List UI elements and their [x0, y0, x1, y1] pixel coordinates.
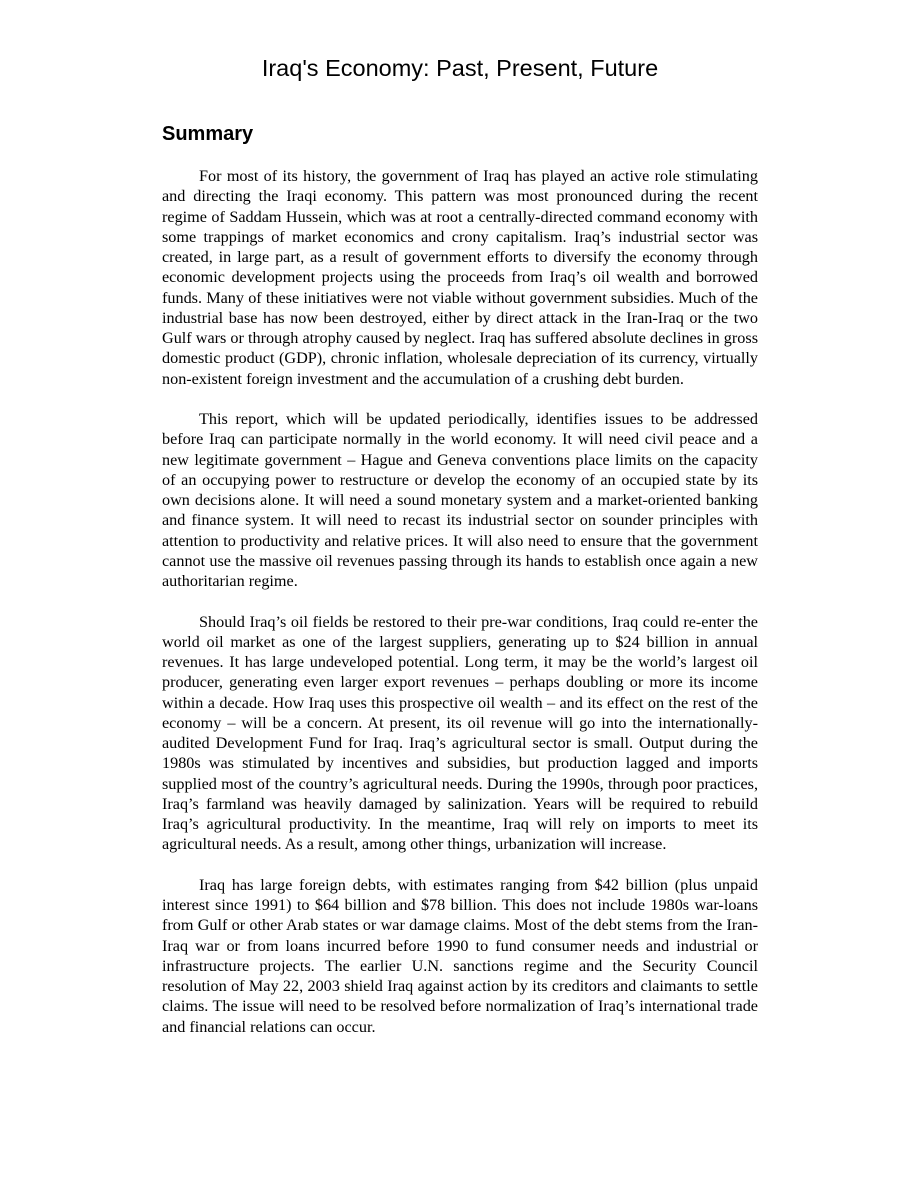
paragraph-foreign-debt: Iraq has large foreign debts, with estimates ranging from $42 billion (plus unpaid interest since 1991) to $64 billion and $78 billion. This does not include 1980s war-loans from Gulf or other Arab states or war damage claims. Most of the debt stems from the Iran-Iraq war or from loans incurred before 1990 to fund consumer needs and industrial or infrastructure projects. The earlier U.N. sanctions regime and the Security Council resolution of May 22, 2003 shield Iraq against action by its creditors and claimants to settle claims. The issue will need to be resolved before normalization of Iraq’s international trade and financial relations can occur.: [162, 875, 758, 1036]
section-heading-summary: Summary: [162, 123, 254, 145]
paragraph-history: For most of its history, the government of Iraq has played an active role stimulating and directing the Iraqi economy. This pattern was most pronounced during the recent regime of Saddam Hussein, which was at root a centrally-directed command economy with some trappings of market economics and crony capitalism. Iraq’s industrial sector was created, in large part, as a result of government efforts to diversify the economy through economic development projects using the proceeds from Iraq’s oil wealth and borrowed funds. Many of these initiatives were not viable without government subsidies. Much of the industrial base has now been destroyed, either by direct attack in the Iran-Iraq or the two Gulf wars or through atrophy caused by neglect. Iraq has suffered absolute declines in gross domestic product (GDP), chronic inflation, wholesale depreciation of its currency, virtually non-existent foreign investment and the accumulation of a crushing debt burden.: [162, 167, 758, 388]
paragraph-oil-agriculture: Should Iraq’s oil fields be restored to their pre-war conditions, Iraq could re-enter the world oil market as one of the largest suppliers, generating up to $24 billion in annual revenues. It has large undeveloped potential. Long term, it may be the world’s largest oil producer, generating even larger export revenues – perhaps doubling or more its income within a decade. How Iraq uses this prospective oil wealth – and its effect on the rest of the economy – will be a concern. At present, its oil revenue will go into the internationally-audited Development Fund for Iraq. Iraq’s agricultural sector is small. Output during the 1980s was stimulated by incentives and subsidies, but production lagged and imports supplied most of the country’s agricultural needs. During the 1990s, through poor practices, Iraq’s farmland was heavily damaged by salinization. Years will be required to rebuild Iraq’s agricultural productivity. In the meantime, Iraq will rely on imports to meet its agricultural needs. As a result, among other things, urbanization will increase.: [162, 612, 758, 854]
paragraph-report-issues: This report, which will be updated periodically, identifies issues to be addressed before Iraq can participate normally in the world economy. It will need civil peace and a new legitimate government – Hague and Geneva conventions place limits on the capacity of an occupying power to restructure or develop the economy of an occupied state by its own decisions alone. It will need a sound monetary system and a market-oriented banking and finance system. It will need to recast its industrial sector on sounder principles with attention to productivity and relative prices. It will also need to ensure that the government cannot use the massive oil revenues passing through its hands to establish once again a new authoritarian regime.: [162, 410, 758, 591]
document-title: Iraq's Economy: Past, Present, Future: [261, 55, 659, 81]
summary-body: [162, 166, 758, 1057]
